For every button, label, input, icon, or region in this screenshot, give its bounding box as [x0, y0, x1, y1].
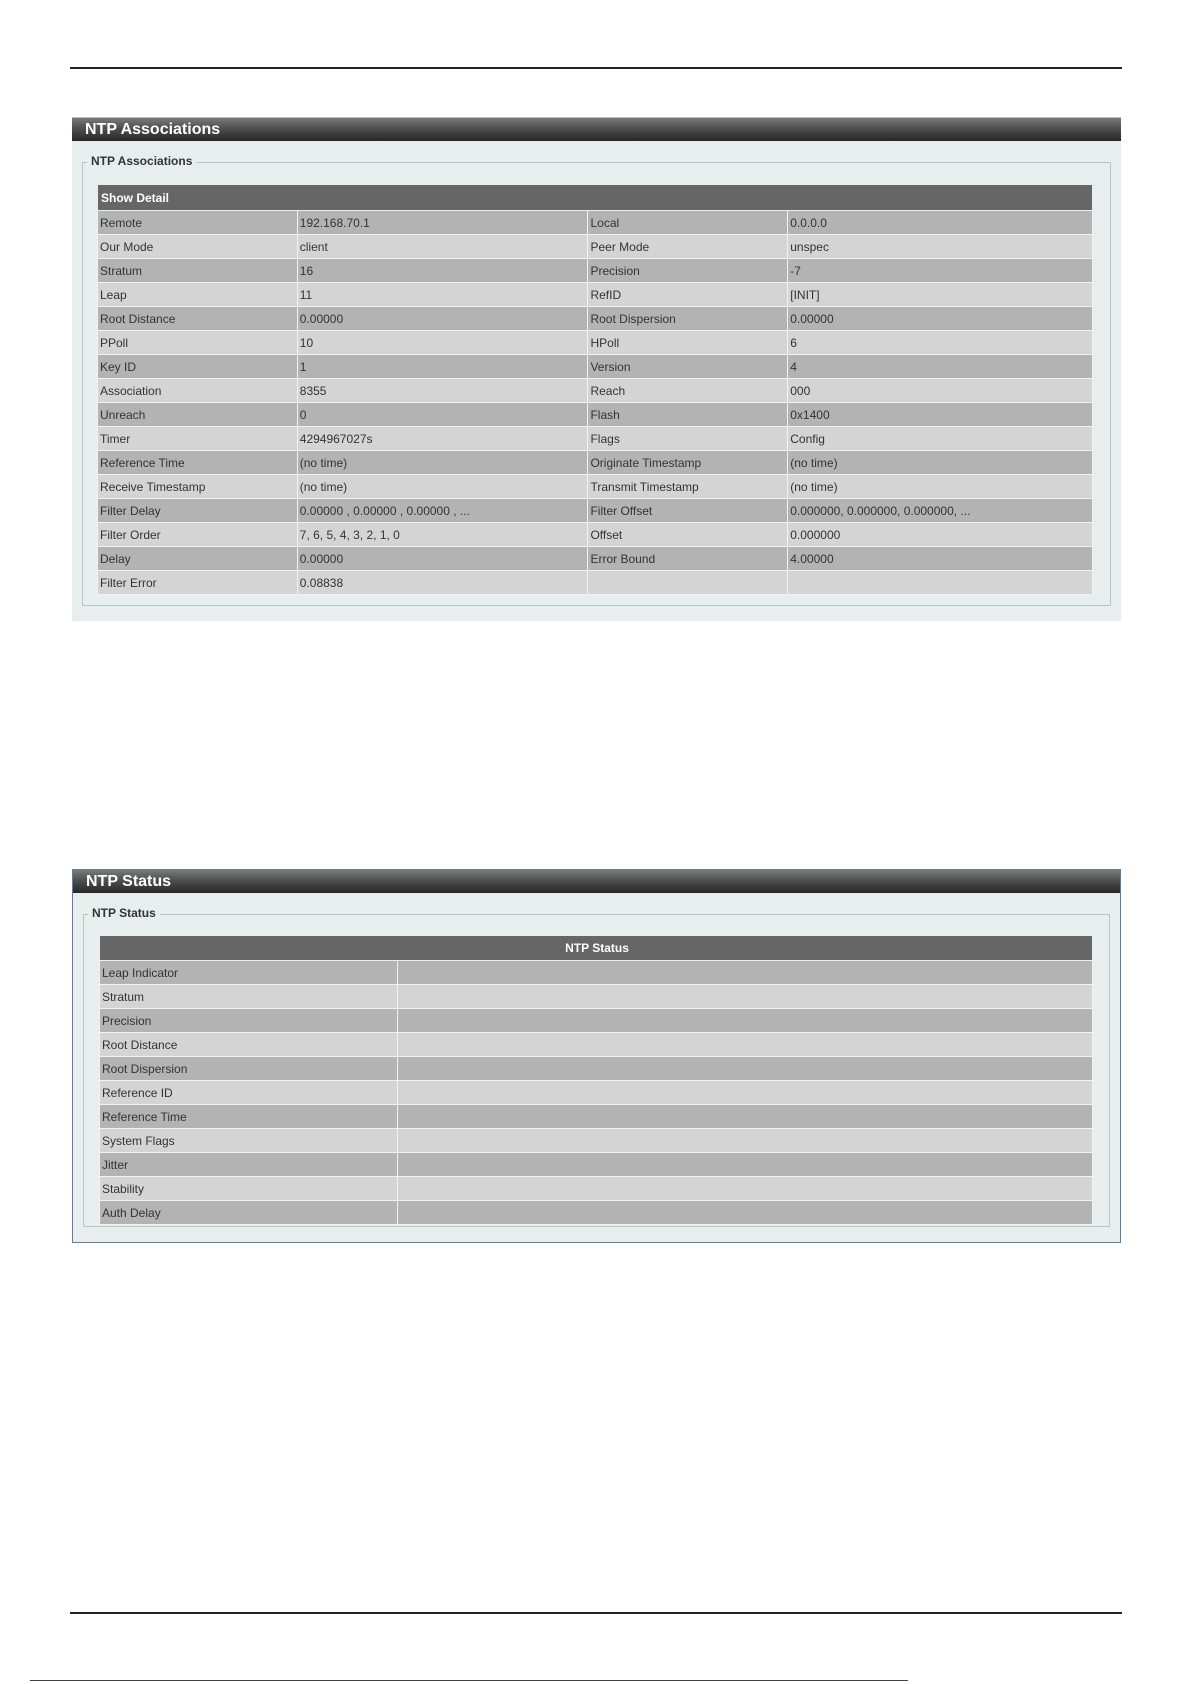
- field-value: (no time): [788, 475, 1093, 499]
- field-value: [397, 1057, 1092, 1081]
- footer-rule: [30, 1680, 908, 1681]
- fieldset-legend: NTP Associations: [87, 154, 196, 168]
- field-value: 192.168.70.1: [297, 211, 588, 235]
- field-value: [397, 1033, 1092, 1057]
- ntp-status-table: [99, 935, 1093, 1225]
- field-value: (no time): [297, 451, 588, 475]
- field-label: Auth Delay: [100, 1201, 398, 1225]
- field-label: Stratum: [98, 259, 298, 283]
- ntp-status-rows: [100, 961, 1093, 1225]
- field-value: -7: [788, 259, 1093, 283]
- field-label: RefID: [588, 283, 788, 307]
- field-value: 16: [297, 259, 588, 283]
- fieldset-legend: NTP Status: [88, 906, 160, 920]
- table-row: [98, 403, 1093, 427]
- field-label: Flash: [588, 403, 788, 427]
- field-label: Association: [98, 379, 298, 403]
- field-label: Our Mode: [98, 235, 298, 259]
- field-label: Flags: [588, 427, 788, 451]
- table-row: [100, 985, 1093, 1009]
- field-value: 4.00000: [788, 547, 1093, 571]
- table-row: [98, 259, 1093, 283]
- table-row: [98, 379, 1093, 403]
- field-label: Filter Delay: [98, 499, 298, 523]
- field-label: Delay: [98, 547, 298, 571]
- table-row: [98, 307, 1093, 331]
- table-row: [100, 1201, 1093, 1225]
- field-label: Transmit Timestamp: [588, 475, 788, 499]
- ntp-associations-table: [97, 184, 1093, 595]
- field-value: 0x1400: [788, 403, 1093, 427]
- table-row: [100, 1057, 1093, 1081]
- field-label: System Flags: [100, 1129, 398, 1153]
- field-label: Remote: [98, 211, 298, 235]
- table-row: [100, 961, 1093, 985]
- table-row: [100, 1081, 1093, 1105]
- field-label: Filter Error: [98, 571, 298, 595]
- ntp-status-panel: [72, 869, 1121, 1243]
- field-value: 7, 6, 5, 4, 3, 2, 1, 0: [297, 523, 588, 547]
- field-label: Leap Indicator: [100, 961, 398, 985]
- field-label: Reference Time: [98, 451, 298, 475]
- field-label: Jitter: [100, 1153, 398, 1177]
- field-value: 0.0.0.0: [788, 211, 1093, 235]
- field-label: PPoll: [98, 331, 298, 355]
- field-value: [397, 985, 1092, 1009]
- field-label: Reach: [588, 379, 788, 403]
- table-row: [100, 1033, 1093, 1057]
- field-value: [397, 1081, 1092, 1105]
- field-value: 4294967027s: [297, 427, 588, 451]
- table-row: [98, 355, 1093, 379]
- table-row: [98, 235, 1093, 259]
- field-label: Local: [588, 211, 788, 235]
- table-row: [98, 523, 1093, 547]
- field-label: Offset: [588, 523, 788, 547]
- field-value: 0.00000: [297, 307, 588, 331]
- field-label: Key ID: [98, 355, 298, 379]
- table-header: NTP Status: [100, 936, 1093, 961]
- field-label: Peer Mode: [588, 235, 788, 259]
- field-value: [788, 571, 1093, 595]
- table-row: [98, 427, 1093, 451]
- field-label: [588, 571, 788, 595]
- ntp-associations-panel: [72, 117, 1121, 621]
- field-value: [INIT]: [788, 283, 1093, 307]
- field-value: [397, 1129, 1092, 1153]
- field-value: 4: [788, 355, 1093, 379]
- page-bottom-rule: [70, 1612, 1122, 1614]
- field-label: Timer: [98, 427, 298, 451]
- field-value: 000: [788, 379, 1093, 403]
- table-row: [100, 1009, 1093, 1033]
- table-row: [100, 1153, 1093, 1177]
- field-value: 0.08838: [297, 571, 588, 595]
- table-row: [98, 499, 1093, 523]
- field-label: HPoll: [588, 331, 788, 355]
- field-value: 0: [297, 403, 588, 427]
- field-label: Precision: [100, 1009, 398, 1033]
- field-value: [397, 961, 1092, 985]
- field-value: [397, 1153, 1092, 1177]
- field-value: client: [297, 235, 588, 259]
- ntp-associations-fieldset: [82, 154, 1111, 606]
- table-row: [98, 547, 1093, 571]
- field-value: 0.000000, 0.000000, 0.000000, ...: [788, 499, 1093, 523]
- table-row: [98, 331, 1093, 355]
- field-value: Config: [788, 427, 1093, 451]
- field-label: Filter Order: [98, 523, 298, 547]
- field-value: [397, 1201, 1092, 1225]
- table-row: [100, 1129, 1093, 1153]
- field-value: 6: [788, 331, 1093, 355]
- field-label: Receive Timestamp: [98, 475, 298, 499]
- field-value: 0.000000: [788, 523, 1093, 547]
- ntp-associations-rows: [98, 211, 1093, 595]
- table-row: [98, 283, 1093, 307]
- field-label: Filter Offset: [588, 499, 788, 523]
- table-row: [100, 1105, 1093, 1129]
- field-label: Reference ID: [100, 1081, 398, 1105]
- field-value: [397, 1009, 1092, 1033]
- field-label: Originate Timestamp: [588, 451, 788, 475]
- table-row: [98, 211, 1093, 235]
- table-row: [98, 475, 1093, 499]
- panel-title: NTP Associations: [72, 117, 1121, 141]
- field-label: Root Dispersion: [588, 307, 788, 331]
- field-value: 1: [297, 355, 588, 379]
- field-value: 11: [297, 283, 588, 307]
- field-label: Stability: [100, 1177, 398, 1201]
- field-value: (no time): [297, 475, 588, 499]
- field-label: Leap: [98, 283, 298, 307]
- field-value: 0.00000: [788, 307, 1093, 331]
- field-label: Stratum: [100, 985, 398, 1009]
- field-label: Unreach: [98, 403, 298, 427]
- field-label: Version: [588, 355, 788, 379]
- field-value: 0.00000 , 0.00000 , 0.00000 , ...: [297, 499, 588, 523]
- table-row: [100, 1177, 1093, 1201]
- field-value: [397, 1177, 1092, 1201]
- field-label: Root Dispersion: [100, 1057, 398, 1081]
- panel-title: NTP Status: [73, 869, 1120, 893]
- field-label: Root Distance: [100, 1033, 398, 1057]
- field-value: 10: [297, 331, 588, 355]
- field-value: 8355: [297, 379, 588, 403]
- field-label: Root Distance: [98, 307, 298, 331]
- table-row: [98, 451, 1093, 475]
- field-value: (no time): [788, 451, 1093, 475]
- table-row: [98, 571, 1093, 595]
- page-top-rule: [70, 67, 1122, 69]
- field-value: unspec: [788, 235, 1093, 259]
- field-value: 0.00000: [297, 547, 588, 571]
- field-label: Error Bound: [588, 547, 788, 571]
- table-header: Show Detail: [98, 185, 1093, 211]
- ntp-status-fieldset: [83, 906, 1110, 1227]
- field-label: Precision: [588, 259, 788, 283]
- field-value: [397, 1105, 1092, 1129]
- field-label: Reference Time: [100, 1105, 398, 1129]
